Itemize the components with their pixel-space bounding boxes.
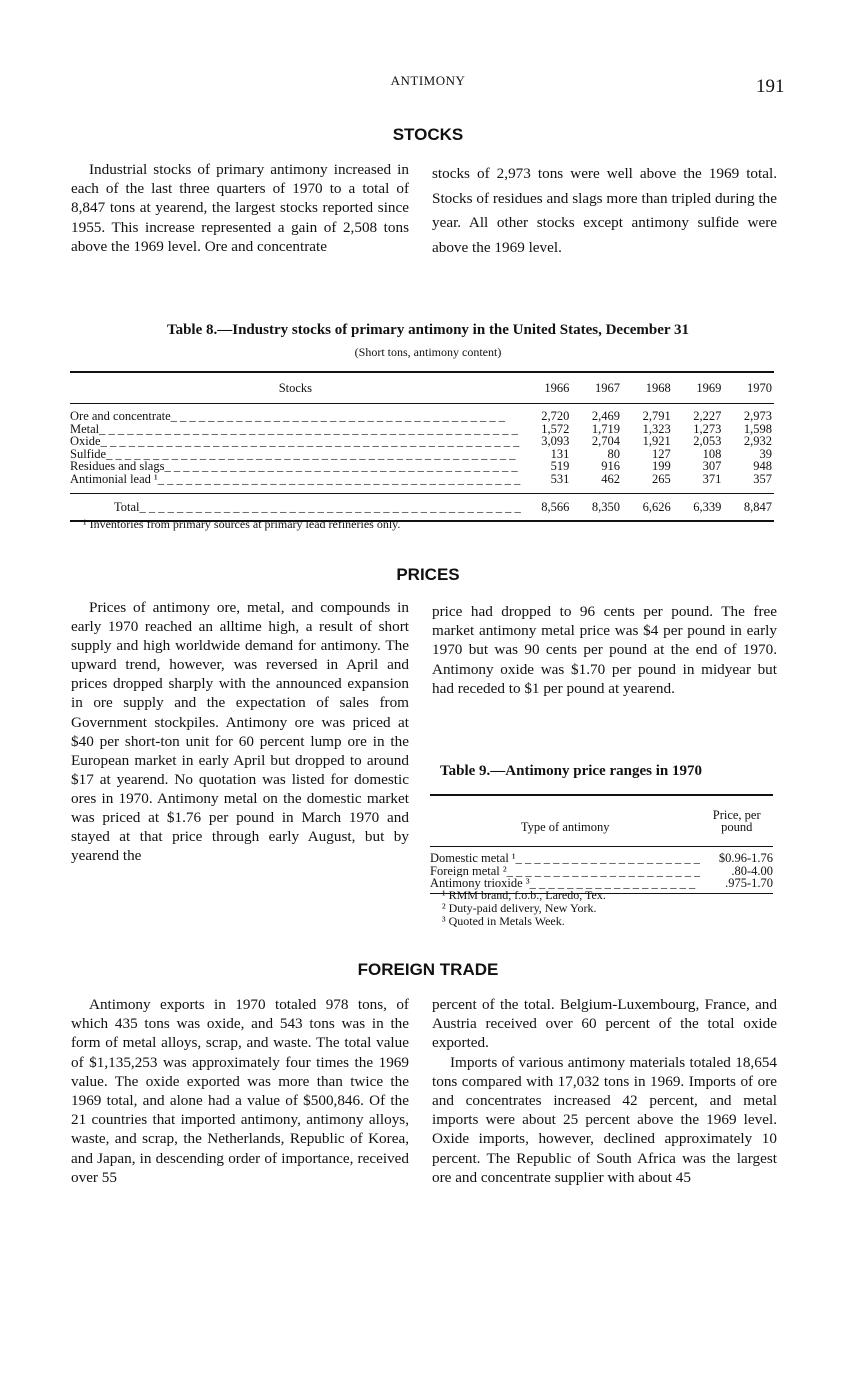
row-label: Foreign metal ² [430, 864, 507, 877]
table-cell: 8,566 [521, 494, 572, 522]
table-cell: 80 [607, 446, 621, 461]
table-cell: 2,932 [743, 434, 772, 448]
table-cell: .975-1.70 [700, 877, 773, 893]
row-label: Domestic metal ¹ [430, 851, 516, 865]
table8 [70, 371, 774, 522]
stocks-column-left [71, 160, 409, 256]
table-cell: 531 [550, 471, 570, 486]
table8-header-stocks: Stocks [70, 372, 521, 404]
table-cell: 6,339 [673, 494, 724, 522]
table-cell: $0.96-1.76 [718, 851, 773, 865]
table9-footnote: ¹ RMM brand, f.o.b., Laredo, Tex. [442, 888, 606, 902]
table8-footnote: ¹ Inventories from primary sources at primary lead refineries only. [83, 517, 401, 531]
table-row: Ore and concentrate_ _ _ _ _ _ _ _ _ _ _ _ _ _ _ _ _ _ _ _ _ _ _ _ _ _ _ _ _ _ _ _ _ _ _ _ 2,720 2,469 2,791 2,227 2,973 [70, 404, 774, 423]
table8-total-row: Total_ _ _ _ _ _ _ _ _ _ _ _ _ _ _ _ _ _ _ _ _ _ _ _ _ _ _ _ _ _ _ _ _ _ _ _ _ _ _ _ _ 8,566 8,350 6,626 6,339 8,847 [70, 494, 774, 522]
table8-header-year: 1970 [723, 372, 774, 404]
table-cell: 1,273 [693, 421, 722, 436]
table-cell: 265 [651, 471, 671, 486]
table8-subcaption: (Short tons, antimony content) [354, 345, 502, 359]
table8-header-row [70, 372, 774, 404]
prices-column-left [71, 598, 409, 865]
table-row: Domestic metal ¹_ _ _ _ _ _ _ _ _ _ _ _ _ _ _ _ _ _ _ _ $0.96-1.76 [430, 847, 773, 865]
table-cell: 6,626 [622, 494, 673, 522]
table-cell: .80-4.00 [731, 863, 773, 878]
table-cell: 2,053 [693, 434, 722, 448]
row-label: Metal [70, 422, 100, 435]
table-cell: 2,704 [591, 434, 621, 448]
foreign-trade-column-right [432, 995, 777, 1187]
table-row: Oxide_ _ _ _ _ _ _ _ _ _ _ _ _ _ _ _ _ _ _ _ _ _ _ _ _ _ _ _ _ _ _ _ _ _ _ _ _ _ _ _ _ _ _ _ _ 3,093 2,704 1,921 2,053 2,932 [70, 434, 772, 448]
table-cell: 916 [601, 459, 621, 473]
stocks-paragraph-right: stocks of 2,973 tons were well above the 1969 total. Stocks of residues and slags more than tripled during the year. All other stocks except antimony sulfide were above the 1969 level. [432, 165, 777, 256]
row-label: Residues and slags [70, 460, 165, 473]
table9-caption: Table 9.—Antimony price ranges in 1970 [440, 763, 702, 779]
table-cell: 357 [753, 471, 772, 486]
table-row: Sulfide_ _ _ _ _ _ _ _ _ _ _ _ _ _ _ _ _ _ _ _ _ _ _ _ _ _ _ _ _ _ _ _ _ _ _ _ _ _ _ _ _ _ _ _ 131 80 127 108 39 [70, 446, 772, 461]
table-cell: 519 [550, 459, 570, 473]
table-cell: 462 [601, 471, 621, 486]
table-cell: 2,227 [693, 409, 722, 423]
table-row: Residues and slags_ _ _ _ _ _ _ _ _ _ _ _ _ _ _ _ _ _ _ _ _ _ _ _ _ _ _ _ _ _ _ _ _ _ _ _ _ _ 519 916 199 307 948 [70, 459, 772, 473]
foreign-trade-heading: FOREIGN TRADE [357, 960, 499, 979]
foreign-trade-paragraph-right-1: percent of the total. Belgium-Luxembourg, France, and Austria received over 60 percent of the total oxide exported. [432, 996, 777, 1052]
table9-header-type: Type of antimony [430, 795, 700, 847]
table-cell: 127 [651, 446, 671, 461]
stocks-paragraph-left: Industrial stocks of primary antimony increased in each of the last three quarters of 1970 to a total of 8,847 tons at yearend, the largest stocks reported since 1955. This increase represented a gain of 2,508 tons above the 1969 level. Ore and concentrate [71, 161, 409, 255]
row-label: Antimony trioxide ³ [430, 877, 530, 890]
row-label: Oxide [70, 435, 101, 448]
table-cell: 1,323 [642, 421, 671, 436]
row-label: Antimonial lead ¹ [70, 472, 158, 486]
table-cell: 1,598 [743, 421, 772, 436]
table-cell: 2,791 [642, 409, 671, 423]
row-label: Sulfide [70, 447, 107, 460]
prices-paragraph-right: price had dropped to 96 cents per pound. The free market antimony metal price was $4 per pound in early 1970 but was 90 cents per pound at the end of 1970. Antimony oxide was $1.70 per pound in midyear but had receded to $1 per pound at yearend. [432, 603, 777, 697]
table-cell: 8,847 [723, 494, 774, 522]
prices-paragraph-left: Prices of antimony ore, metal, and compounds in early 1970 reached an alltime high, a result of short supply and high worldwide demand for antimony. The upward trend, however, was reversed in April and prices dropped sharply with the announced expansion in ore supply and the expectation of sales from Government stockpiles. Antimony ore was priced at $40 per short-ton unit for 60 percent lump ore in the European market in early April but dropped to around $17 at yearend. No quotation was listed for domestic ores in 1970. Antimony metal on the domestic market was priced at $1.76 per pound in March 1970 and stayed at that price through early August, but by yearend the [71, 599, 409, 865]
table9-header-price-line2: pound [721, 820, 753, 834]
page-number: 191 [756, 76, 785, 97]
foreign-trade-paragraph-right-2: Imports of various antimony materials totaled 18,654 tons compared with 17,032 tons in 1969. Imports of ore and concentrates increased 42 percent, and metal imports were about 25 percent above the 1969 level. Oxide imports, however, declined approximately 10 percent. The Republic of South Africa was the largest ore and concentrate supplier with about 45 [432, 1053, 777, 1186]
table-cell: 39 [759, 446, 772, 461]
table8-header-year: 1968 [622, 372, 673, 404]
table9-header-price-line1: Price, per [712, 808, 761, 822]
table-cell: 199 [651, 459, 671, 473]
table-cell: 948 [753, 459, 772, 473]
total-label: Total [114, 499, 140, 514]
table-row: Foreign metal ²_ _ _ _ _ _ _ _ _ _ _ _ _ _ _ _ _ _ _ _ _ .80-4.00 [430, 863, 773, 878]
stocks-heading: STOCKS [392, 125, 464, 144]
table-cell: 1,921 [642, 434, 671, 448]
table-row: Antimony trioxide ³_ _ _ _ _ _ _ _ _ _ _ _ _ _ _ _ _ _ .975-1.70 [430, 877, 773, 893]
table9-header-price [700, 795, 773, 847]
row-label: Ore and concentrate [70, 409, 171, 423]
table9-header-row [430, 795, 773, 847]
prices-column-right [432, 602, 777, 698]
table-cell: 307 [702, 459, 722, 473]
stocks-column-right [432, 162, 777, 260]
table-cell: 3,093 [541, 434, 570, 448]
table9-footnotes [442, 889, 606, 928]
table-cell: 2,720 [541, 409, 570, 423]
table-cell: 1,719 [591, 421, 621, 436]
prices-heading: PRICES [396, 565, 460, 584]
table9-footnote: ² Duty-paid delivery, New York. [442, 901, 597, 915]
foreign-trade-paragraph-left: Antimony exports in 1970 totaled 978 tons, of which 435 tons was oxide, and 543 tons was in the form of metal alloys, scrap, and waste. The total value of $1,135,253 was approximately four times the 1969 value. The oxide exported was more than twice the 1969 total, and alone had a value of $500,846. Of the 21 countries that imported antimony, antimony alloys, waste, and scrap, the Netherlands, Republic of Korea, and Japan, in descending order of importance, received over 55 [71, 996, 409, 1186]
table-cell: 2,469 [591, 409, 621, 423]
table-cell: 108 [702, 446, 722, 461]
table8-header-year: 1967 [571, 372, 622, 404]
running-head: ANTIMONY [390, 73, 466, 88]
foreign-trade-column-left [71, 995, 409, 1187]
table-row: Antimonial lead ¹_ _ _ _ _ _ _ _ _ _ _ _ _ _ _ _ _ _ _ _ _ _ _ _ _ _ _ _ _ _ _ _ _ _ _ _ _ _ _ 531 462 265 371 357 [70, 473, 774, 494]
table8-caption: Table 8.—Industry stocks of primary antimony in the United States, December 31 [166, 322, 690, 338]
table-cell: 1,572 [541, 421, 570, 436]
table8-header-year: 1966 [521, 372, 572, 404]
table-cell: 131 [550, 446, 570, 461]
table9-footnote: ³ Quoted in Metals Week. [442, 914, 565, 928]
table-cell: 8,350 [571, 494, 622, 522]
table-row: Metal_ _ _ _ _ _ _ _ _ _ _ _ _ _ _ _ _ _ _ _ _ _ _ _ _ _ _ _ _ _ _ _ _ _ _ _ _ _ _ _ _ _ _ _ _ 1,572 1,719 1,323 1,273 1,598 [70, 421, 772, 436]
table8-header-year: 1969 [673, 372, 724, 404]
table-cell: 371 [702, 471, 722, 486]
table9 [430, 794, 773, 894]
table-cell: 2,973 [743, 409, 772, 423]
